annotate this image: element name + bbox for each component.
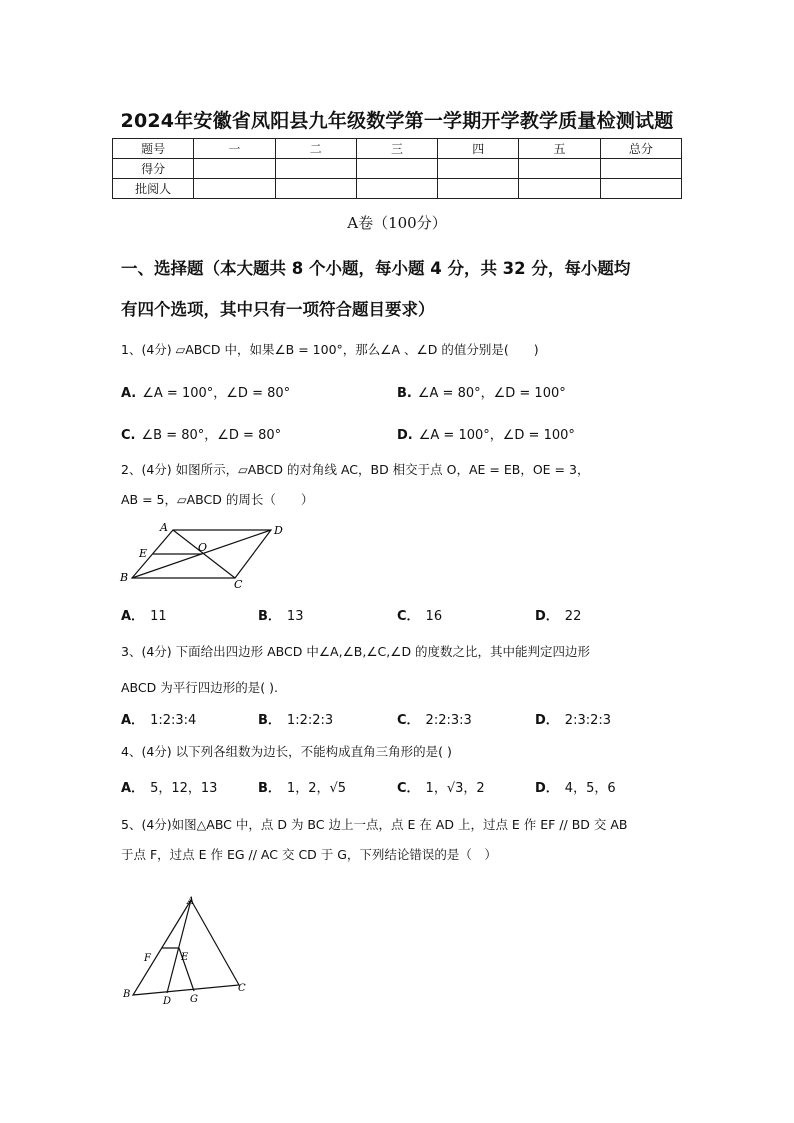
option-label: C. xyxy=(121,428,136,443)
table-cell xyxy=(275,179,356,199)
option-text: 16 xyxy=(425,609,443,624)
option-label: A． xyxy=(121,609,145,624)
question-5-stem-line1: 5、(4分)如图△ABC 中，点 D 为 BC 边上一点，点 E 在 AD 上，过点 E 作 EF // BD 交 AB xyxy=(121,817,628,832)
option-label: D． xyxy=(535,781,559,796)
table-cell: 三 xyxy=(356,139,437,159)
question-3-stem-line1: 3、(4分) 下面给出四边形 ABCD 中∠A,∠B,∠C,∠D 的度数之比，其中能判定四边形 xyxy=(121,644,591,659)
option-text: 4，5，6 xyxy=(564,781,616,796)
option-label: D． xyxy=(535,609,559,624)
figure-label: A xyxy=(187,896,195,907)
option-label: B. xyxy=(397,386,412,401)
figure-label: B xyxy=(120,571,129,584)
option-label: B． xyxy=(258,781,281,796)
option-text: 1:2:3:4 xyxy=(150,713,197,728)
question-3-option-a xyxy=(121,709,196,728)
triangle-figure xyxy=(118,892,258,1010)
option-text: ∠A = 100°，∠D = 100° xyxy=(418,428,575,443)
table-cell xyxy=(194,159,275,179)
table-cell xyxy=(438,179,519,199)
option-text: 2:3:2:3 xyxy=(564,713,612,728)
question-3-option-c xyxy=(397,709,472,728)
option-label: A． xyxy=(121,781,145,796)
table-cell xyxy=(356,179,437,199)
table-cell: 批阅人 xyxy=(113,179,194,199)
section-subtitle: A卷（100分） xyxy=(347,214,447,232)
option-text: ∠A = 80°，∠D = 100° xyxy=(417,386,566,401)
table-cell xyxy=(438,159,519,179)
table-cell: 总分 xyxy=(600,139,681,159)
option-text: 2:2:3:3 xyxy=(425,713,472,728)
question-2-option-a xyxy=(121,605,167,624)
figure-label: G xyxy=(190,994,198,1005)
table-cell: 五 xyxy=(519,139,600,159)
option-label: C． xyxy=(397,713,420,728)
option-text: 1，√3，2 xyxy=(425,781,485,796)
score-table-row xyxy=(113,159,682,179)
option-label: A. xyxy=(121,386,137,401)
figure-label: D xyxy=(163,996,172,1007)
table-cell: 题号 xyxy=(113,139,194,159)
score-table xyxy=(112,138,682,199)
option-label: D． xyxy=(535,713,559,728)
question-2-stem-line1: 2、(4分) 如图所示，▱ABCD 的对角线 AC，BD 相交于点 O，AE = EB，OE = 3， xyxy=(121,462,590,477)
question-4-option-d xyxy=(535,777,616,796)
question-4-option-c xyxy=(397,777,485,796)
parallelogram-figure xyxy=(116,520,288,592)
figure-label: C xyxy=(234,578,243,591)
triangle-abc xyxy=(133,900,239,995)
question-4-stem: 4、(4分) 以下列各组数为边长，不能构成直角三角形的是( ) xyxy=(121,744,452,759)
option-text: 13 xyxy=(286,609,304,624)
exam-title: 2024年安徽省凤阳县九年级数学第一学期开学教学质量检测试题 xyxy=(120,110,674,132)
question-1-stem: 1、(4分) ▱ABCD 中，如果∠B = 100°，那么∠A 、∠D 的值分别是( ) xyxy=(121,342,539,357)
table-cell xyxy=(519,159,600,179)
option-label: D. xyxy=(397,428,413,443)
table-cell xyxy=(519,179,600,199)
figure-label: E xyxy=(139,547,148,560)
option-text: ∠A = 100°，∠D = 80° xyxy=(142,386,291,401)
question-4-option-b xyxy=(258,777,346,796)
question-1-option-b xyxy=(397,382,566,401)
option-text: 11 xyxy=(150,609,167,624)
option-text: 1:2:2:3 xyxy=(286,713,334,728)
figure-label: F xyxy=(144,953,151,964)
option-text: 22 xyxy=(564,609,582,624)
question-1-option-a xyxy=(121,382,290,401)
figure-label: B xyxy=(123,989,131,1000)
figure-label: A xyxy=(160,521,168,534)
option-text: 5，12，13 xyxy=(150,781,218,796)
question-5-stem-line2: 于点 F，过点 E 作 EG // AC 交 CD 于 G，下列结论错误的是（ ） xyxy=(121,847,497,862)
score-table-header-row xyxy=(113,139,682,159)
section-heading-line1: 一、选择题（本大题共 8 个小题，每小题 4 分，共 32 分，每小题均 xyxy=(121,259,631,278)
question-3-option-b xyxy=(258,709,333,728)
question-3-option-d xyxy=(535,709,611,728)
question-1-option-d xyxy=(397,424,575,443)
question-2-option-b xyxy=(258,605,303,624)
option-label: B． xyxy=(258,609,281,624)
question-3-stem-line2: ABCD 为平行四边形的是( ). xyxy=(121,680,278,695)
question-2-stem-line2: AB = 5，▱ABCD 的周长（ ） xyxy=(121,492,314,507)
table-cell xyxy=(600,179,681,199)
segment-ad xyxy=(167,900,191,993)
figure-label: E xyxy=(181,952,189,963)
figure-label: O xyxy=(198,541,208,554)
question-4-option-a xyxy=(121,777,217,796)
figure-label: C xyxy=(238,983,246,994)
score-table-row xyxy=(113,179,682,199)
option-label: C． xyxy=(397,609,420,624)
table-cell: 二 xyxy=(275,139,356,159)
option-label: A． xyxy=(121,713,145,728)
option-label: B． xyxy=(258,713,281,728)
table-cell xyxy=(194,179,275,199)
question-1-option-c xyxy=(121,424,281,443)
table-cell: 一 xyxy=(194,139,275,159)
option-text: 1，2，√5 xyxy=(286,781,347,796)
option-label: C． xyxy=(397,781,420,796)
figure-label: D xyxy=(274,524,283,537)
table-cell: 四 xyxy=(438,139,519,159)
question-2-option-d xyxy=(535,605,581,624)
table-cell xyxy=(275,159,356,179)
table-cell: 得分 xyxy=(113,159,194,179)
table-cell xyxy=(600,159,681,179)
question-2-option-c xyxy=(397,605,442,624)
option-text: ∠B = 80°，∠D = 80° xyxy=(141,428,282,443)
section-heading-line2: 有四个选项，其中只有一项符合题目要求） xyxy=(121,300,435,319)
table-cell xyxy=(356,159,437,179)
